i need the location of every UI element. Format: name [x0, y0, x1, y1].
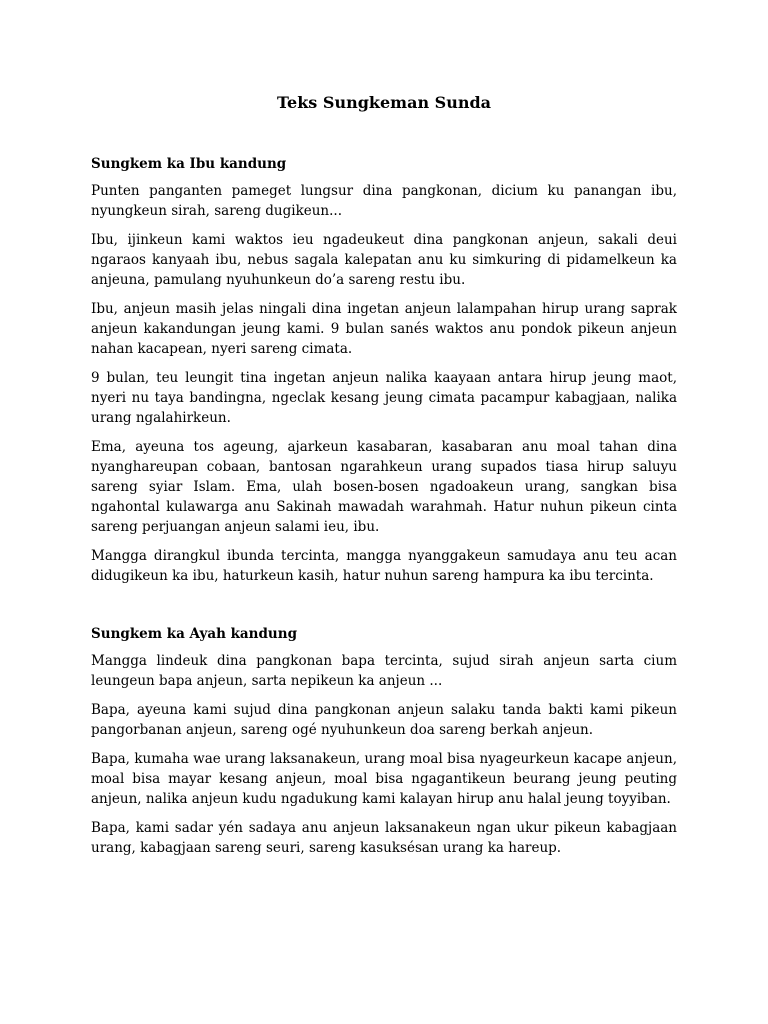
paragraph: Bapa, kami sadar yén sadaya anu anjeun laksanakeun ngan ukur pikeun kabagjaan urang, kabagjaan sareng seuri, sareng kasuksésan urang ka hareup.	[91, 820, 677, 856]
paragraph: Mangga dirangkul ibunda tercinta, mangga nyanggakeun samudaya anu teu acan didugikeun ka ibu, haturkeun kasih, hatur nuhun sareng hampura ka ibu tercinta.	[91, 548, 677, 584]
paragraph: Mangga lindeuk dina pangkonan bapa tercinta, sujud sirah anjeun sarta cium leungeun bapa anjeun, sarta nepikeun ka anjeun ...	[91, 653, 677, 689]
section-ayah	[91, 624, 677, 858]
paragraph: Ibu, ijinkeun kami waktos ieu ngadeukeut dina pangkonan anjeun, sakali deui ngaraos kanyaah ibu, nebus sagala kalepatan anu ku simkuring di pidamelkeun ka anjeuna, pamulang nyuhunkeun do’a sareng restu ibu.	[91, 232, 677, 288]
document-page	[91, 92, 677, 867]
paragraph: Bapa, ayeuna kami sujud dina pangkonan anjeun salaku tanda bakti kami pikeun pangorbanan anjeun, sareng ogé nyuhunkeun doa sareng berkah anjeun.	[91, 702, 677, 738]
section-heading: Sungkem ka Ibu kandung	[91, 156, 287, 172]
paragraph: Ibu, anjeun masih jelas ningali dina ingetan anjeun lalampahan hirup urang saprak anjeun kakandungan jeung kami. 9 bulan sanés waktos anu pondok pikeun anjeun nahan kacapean, nyeri sareng cimata.	[91, 301, 677, 357]
paragraph: Bapa, kumaha wae urang laksanakeun, urang moal bisa nyageurkeun kacape anjeun, moal bisa mayar kesang anjeun, moal bisa ngagantikeun beurang jeung peuting anjeun, nalika anjeun kudu ngadukung kami kalayan hirup anu halal jeung toyyiban.	[91, 751, 677, 807]
paragraph: 9 bulan, teu leungit tina ingetan anjeun nalika kaayaan antara hirup jeung maot, nyeri nu taya bandingna, ngeclak kesang jeung cimata pacampur kabagjaan, nalika urang ngalahirkeun.	[91, 370, 677, 426]
section-heading: Sungkem ka Ayah kandung	[91, 626, 298, 642]
paragraph: Ema, ayeuna tos ageung, ajarkeun kasabaran, kasabaran anu moal tahan dina nyanghareupan cobaan, bantosan ngarahkeun urang supados tiasa hirup saluyu sareng syiar Islam. Ema, ulah bosen-bosen ngadoakeun urang, sangkan bisa ngahontal kulawarga anu Sakinah mawadah warahmah. Hatur nuhun pikeun cinta sareng perjuangan anjeun salami ieu, ibu.	[91, 439, 677, 535]
section-ibu	[91, 154, 677, 586]
document-title: Teks Sungkeman Sunda	[276, 93, 492, 112]
paragraph: Punten panganten pameget lungsur dina pangkonan, dicium ku panangan ibu, nyungkeun sirah, sareng dugikeun...	[91, 183, 677, 219]
